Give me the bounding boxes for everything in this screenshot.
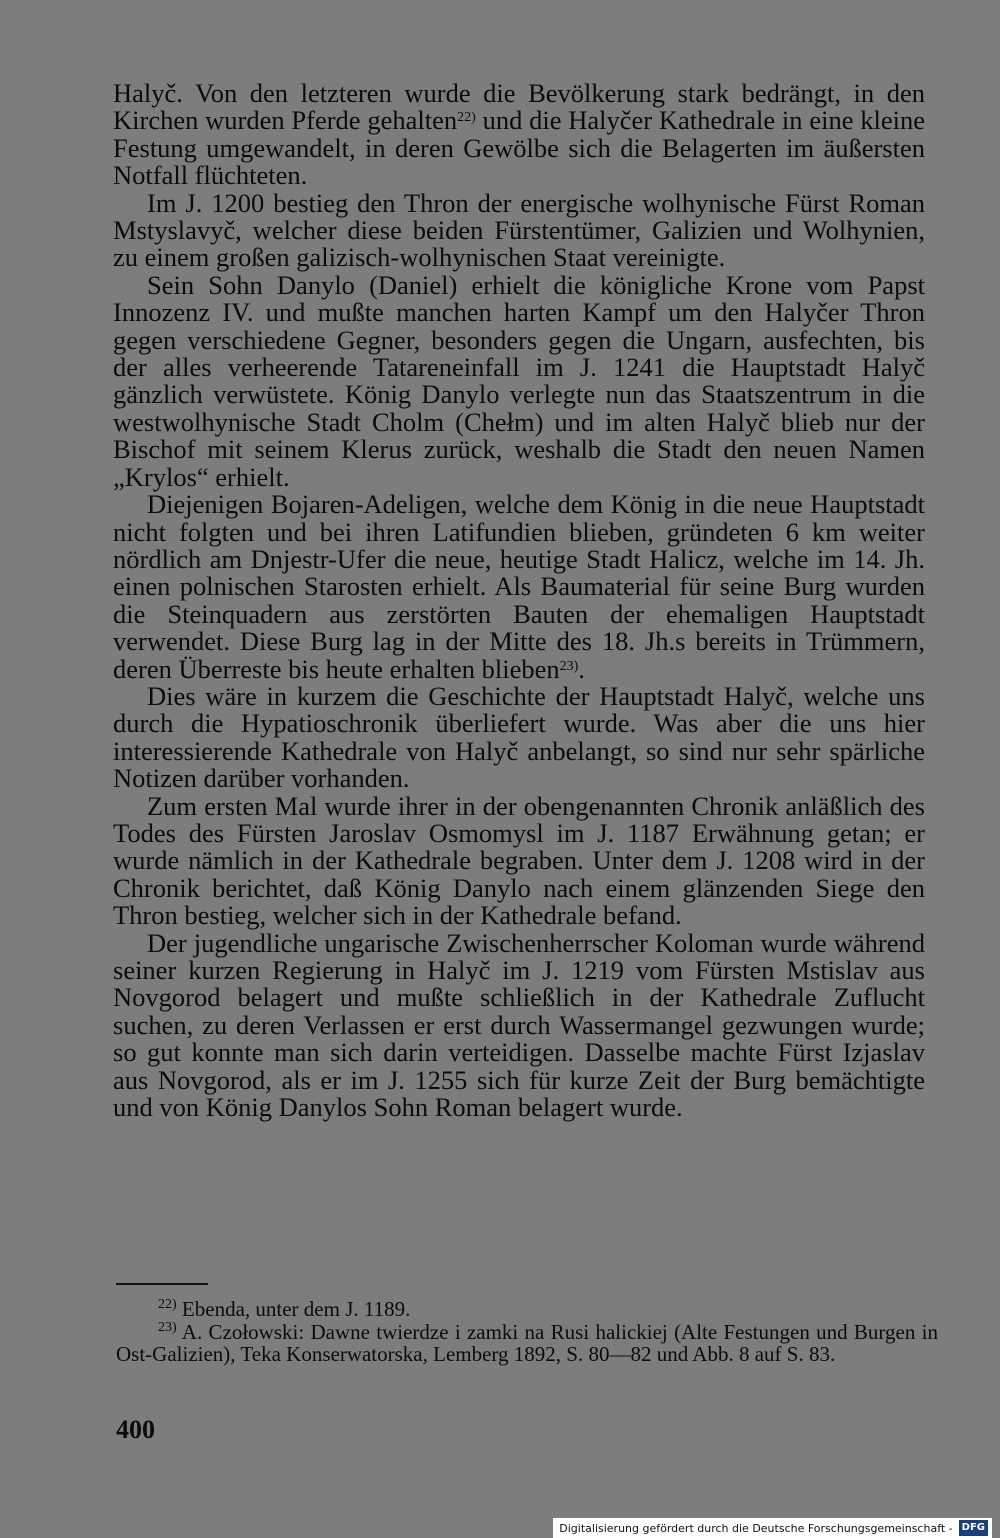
paragraph: Der jugendliche ungarische Zwischenherrscher Koloman wurde während seiner kurzen Regierung in Halyč im J. 1219 vom Fürsten Mstislav aus Novgorod belagert und mußte schließlich in der Kathedrale Zuflucht suchen, zu deren Verlassen er erst durch Wassermangel gezwungen wurde; so gut konnte man sich darin verteidigen. Dasselbe machte Fürst Izjaslav aus Novgorod, als er im J. 1255 sich für kurze Zeit der Burg bemächtigte und von König Danylos Sohn Roman belagert wurde. [113,927,925,1123]
page-number: 400 [116,1415,155,1444]
footnote-ref: 23) [559,658,579,674]
paragraph: Zum ersten Mal wurde ihrer in der obengenannten Chronik anläßlich des Todes des Fürsten Jaroslav Osmomysl im J. 1187 Erwähnung getan; er wurde nämlich in der Kathedrale begraben. Unter dem J. 1208 wird in der Chronik berichtet, daß König Danylo nach einem glänzenden Siege den Thron bestieg, welcher sich in der Kathedrale befand. [113,790,925,931]
footnote-marker: 22) [158,1297,177,1312]
paragraph: Dies wäre in kurzem die Geschichte der Hauptstadt Halyč, welche uns durch die Hypatioschronik überliefert wurde. Was aber die uns hier interessierende Kathedrale von Halyč anbelangt, so sind nur sehr spärliche Notizen darüber vorhanden. [113,680,925,794]
credit-text: Digitalisierung gefördert durch die Deutsche Forschungsgemeinschaft - [559,1521,953,1535]
footnote-marker: 23) [158,1319,177,1335]
footnote-divider [116,1283,208,1285]
paragraph: Halyč. Von den letzteren wurde die Bevölkerung stark bedrängt, in den Kirchen wurden Pferde gehalten$^{22)}$ und die Halyčer Kathedrale in eine kleine Festung umgewandelt, in deren Gewölbe sich die Belagerten im äußersten Notfall flüchteten. [113,78,926,191]
paragraph: Diejenigen Bojaren-Adeligen, welche dem König in die neue Hauptstadt nicht folgten und bei ihren Latifundien blieben, gründeten 6 km weiter nördlich am Dnjestr-Ufer die neue, heutige Stadt Halicz, welche im 14. Jh. einen polnischen Starosten erhielt. Als Baumaterial für seine Burg wurden die Steinquadern aus zerstörten Bauten der ehemaligen Hauptstadt verwendet. Diese Burg lag in der Mitte des 18. Jh.s bereits in Trümmern, deren Überreste bis heute erhalten blieben$^{23)}$. [113,489,925,684]
footnote-ref: 22) [457,110,476,126]
body-text [113,80,925,1121]
dfg-logo: DFG [959,1520,988,1536]
footnote: $^{23)}$ A. Czołowski: Dawne twierdze i zamki na Rusi halickiej (Alte Festungen und Burgen in Ost-Galizien), Teka Konserwatorska, Lemberg 1892, S. 80—82 und Abb. 8 auf S. 83. [116,1319,938,1367]
footnotes [116,1298,938,1366]
paragraph: Im J. 1200 bestieg den Thron der energische wolhynische Fürst Roman Mstyslavyč, welcher diese beiden Fürstentümer, Galizien und Wolhynien, zu einem großen galizisch-wolhynischen Staat vereinigte. [113,187,925,273]
footnote: $^{22)}$ Ebenda, unter dem J. 1189. [158,1297,411,1321]
paragraph: Sein Sohn Danylo (Daniel) erhielt die königliche Krone vom Papst Innozenz IV. und mußte manchen harten Kampf um den Halyčer Thron gegen verschiedene Gegner, besonders gegen die Ungarn, ausfechten, bis der alles verheerende Tatareneinfall im J. 1241 die Hauptstadt Halyč gänzlich verwüstete. König Danylo verlegte nun das Staatszentrum in die westwolhynische Stadt Cholm (Chełm) und im alten Halyč blieb nur der Bischof mit seinem Klerus zurück, weshalb die Stadt den neuen Namen „Krylos“ erhielt. [113,269,925,492]
digitization-credit [553,1518,992,1538]
